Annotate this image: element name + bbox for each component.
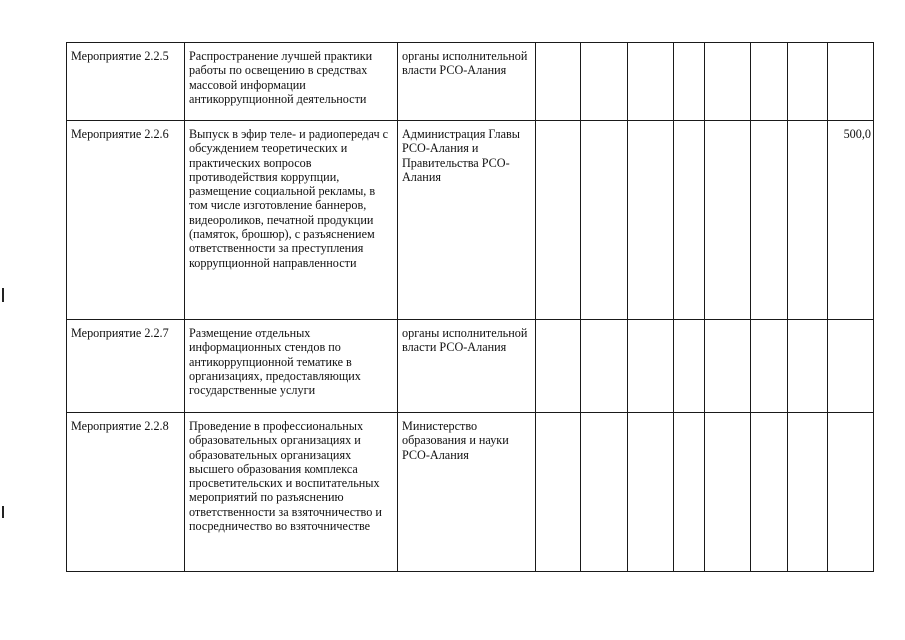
empty-cell — [536, 320, 581, 413]
empty-cell — [751, 320, 788, 413]
empty-cell — [674, 413, 705, 572]
activity-id-cell — [67, 121, 185, 320]
executor: органы исполнительной власти РСО-Алания — [402, 326, 528, 355]
empty-cell — [674, 320, 705, 413]
empty-cell — [628, 320, 674, 413]
activity-name-cell — [185, 320, 398, 413]
scan-margin-mark — [2, 506, 4, 518]
executor: Администрация Главы РСО-Алания и Правительства РСО-Алания — [402, 127, 520, 184]
table-row — [67, 413, 874, 572]
empty-cell — [581, 320, 628, 413]
activity-name-cell — [185, 413, 398, 572]
empty-cell — [751, 43, 788, 121]
amount-cell — [828, 320, 874, 413]
amount-cell — [828, 413, 874, 572]
activity-name: Размещение отдельных информационных стендов по антикоррупционной тематике в организациях, предоставляющих государственные услуги — [189, 326, 361, 398]
table-row — [67, 43, 874, 121]
empty-cell — [788, 320, 828, 413]
empty-cell — [628, 121, 674, 320]
empty-cell — [751, 121, 788, 320]
empty-cell — [581, 413, 628, 572]
table-row — [67, 320, 874, 413]
amount: 500,0 — [843, 127, 871, 141]
executor-cell — [398, 43, 536, 121]
amount-cell — [828, 43, 874, 121]
empty-cell — [788, 121, 828, 320]
activity-id-cell — [67, 320, 185, 413]
activity-name: Проведение в профессиональных образовательных организациях и образовательных организациях высшего образования комплекса просветительских и воспитательных мероприятий по разъяснению ответственности за взяточничество и посредничество во взяточничестве — [189, 419, 382, 534]
empty-cell — [705, 121, 751, 320]
activity-id-cell — [67, 413, 185, 572]
empty-cell — [674, 43, 705, 121]
empty-cell — [751, 413, 788, 572]
activity-id: Мероприятие 2.2.7 — [71, 326, 169, 340]
scan-margin-mark — [2, 288, 4, 302]
executor-cell — [398, 413, 536, 572]
empty-cell — [628, 43, 674, 121]
executor: Министерство образования и науки РСО-Алания — [402, 419, 509, 462]
activity-id-cell — [67, 43, 185, 121]
amount-cell — [828, 121, 874, 320]
activity-id: Мероприятие 2.2.8 — [71, 419, 169, 433]
activity-name: Распространение лучшей практики работы по освещению в средствах массовой информации антикоррупционной деятельности — [189, 49, 373, 106]
empty-cell — [536, 413, 581, 572]
empty-cell — [705, 320, 751, 413]
activity-name-cell — [185, 121, 398, 320]
empty-cell — [628, 413, 674, 572]
empty-cell — [674, 121, 705, 320]
table-row — [67, 121, 874, 320]
empty-cell — [705, 413, 751, 572]
activity-id: Мероприятие 2.2.5 — [71, 49, 169, 63]
executor-cell — [398, 320, 536, 413]
empty-cell — [705, 43, 751, 121]
empty-cell — [536, 121, 581, 320]
activity-name: Выпуск в эфир теле- и радиопередач с обсуждением теоретических и практических вопросов противодействия коррупции, размещение социальной рекламы, в том числе изготовление баннеров, видеороликов, печатной продукции (памяток, брошюр), с разъяснением ответственности за преступления коррупционной направленности — [189, 127, 389, 270]
executor-cell — [398, 121, 536, 320]
empty-cell — [536, 43, 581, 121]
empty-cell — [788, 413, 828, 572]
activity-id: Мероприятие 2.2.6 — [71, 127, 169, 141]
program-activities-table — [66, 42, 874, 572]
empty-cell — [581, 121, 628, 320]
empty-cell — [788, 43, 828, 121]
executor: органы исполнительной власти РСО-Алания — [402, 49, 528, 78]
empty-cell — [581, 43, 628, 121]
activity-name-cell — [185, 43, 398, 121]
